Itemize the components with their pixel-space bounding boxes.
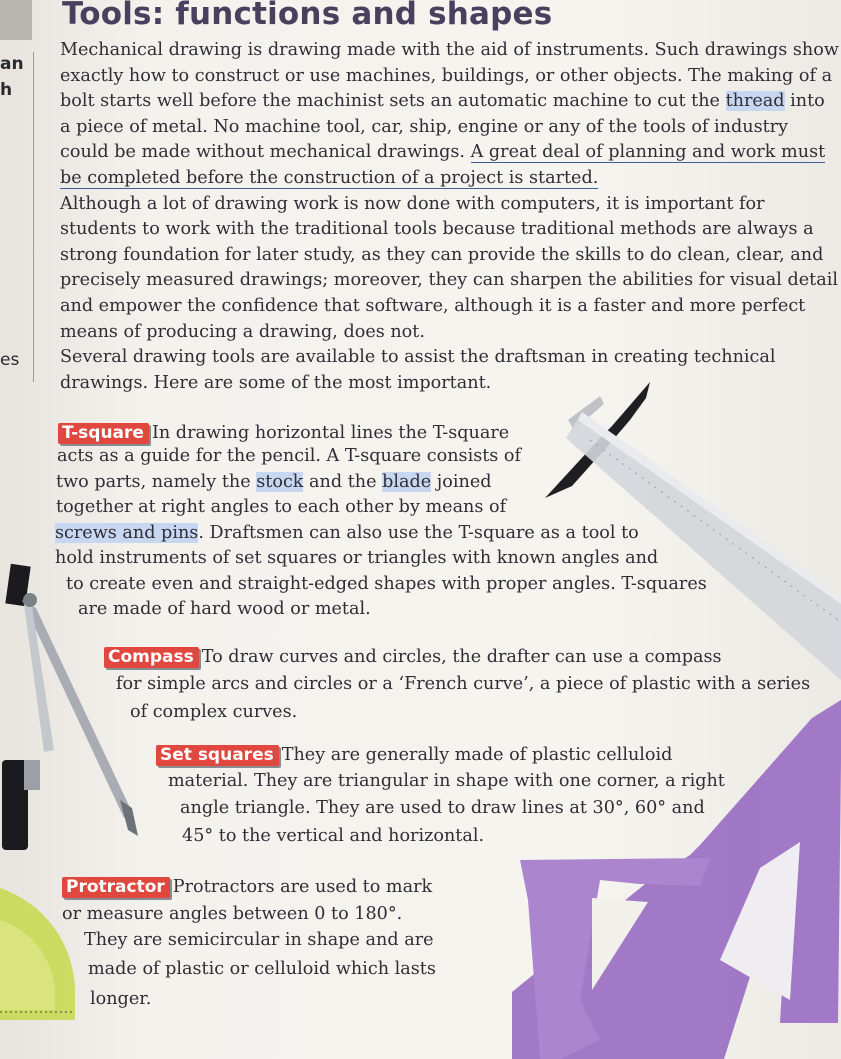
tsquare-line-2: acts as a guide for the pencil. A T-square consists of bbox=[57, 446, 522, 466]
compass-line-2: for simple arcs and circles or a ‘French curve’, a piece of plastic with a series bbox=[116, 674, 811, 694]
compass-line-1: To draw curves and circles, the drafter can use a compass bbox=[201, 647, 722, 667]
intro-paragraph-1: Mechanical drawing is drawing made with the aid of instruments. Such drawings show exactly how to construct or use machines, buildings, or other objects. The making of a bolt starts well before the machinist sets an automatic machine to cut the thread into a piece of metal. No machine tool, car, ship, engine or any of the tools of industry could be made without mechanical drawings. A great deal of planning and work must be completed before the construction of a project is started. bbox=[60, 40, 839, 188]
setsquares-label: Set squares bbox=[156, 745, 279, 766]
tsquare-line-3: two parts, namely the stock and the blade joined bbox=[56, 472, 492, 492]
highlight-blade: blade bbox=[382, 472, 432, 492]
protractor-line-5: longer. bbox=[90, 989, 152, 1009]
setsquares-line-2: material. They are triangular in shape with one corner, a right bbox=[168, 771, 725, 791]
tsquare-line-6: hold instruments of set squares or triangles with known angles and bbox=[55, 548, 659, 568]
setsquares-line-1: They are generally made of plastic celluloid bbox=[281, 745, 673, 765]
tsquare-line-1: In drawing horizontal lines the T-square bbox=[151, 423, 510, 443]
highlight-stock: stock bbox=[256, 472, 304, 492]
page-title: Tools: functions and shapes bbox=[62, 0, 553, 32]
compass-label: Compass bbox=[104, 647, 199, 668]
protractor-line-2: or measure angles between 0 to 180°. bbox=[62, 904, 403, 924]
compass-line-3: of complex curves. bbox=[130, 702, 298, 722]
tsquare-line-4: together at right angles to each other by means of bbox=[56, 497, 507, 517]
margin-word-3: es bbox=[0, 350, 20, 370]
protractor-line-3: They are semicircular in shape and are bbox=[84, 930, 434, 950]
highlight-thread: thread bbox=[725, 91, 785, 112]
margin-word-1: an bbox=[0, 54, 24, 74]
highlight-screws: screws and pins bbox=[55, 523, 199, 543]
setsquares-line-3: angle triangle. They are used to draw lines at 30°, 60° and bbox=[180, 798, 705, 818]
tsquare-line-5: screws and pins. Draftsmen can also use the T-square as a tool to bbox=[55, 523, 639, 543]
protractor-line-4: made of plastic or celluloid which lasts bbox=[88, 959, 436, 979]
protractor-label: Protractor bbox=[62, 877, 170, 898]
setsquares-line-4: 45° to the vertical and horizontal. bbox=[182, 826, 485, 846]
tsquare-line-7: to create even and straight-edged shapes with proper angles. T-squares bbox=[66, 574, 707, 594]
underlined-sentence: A great deal of planning and work must be completed before the construction of a project is started. bbox=[60, 142, 826, 188]
tsquare-label: T-square bbox=[58, 423, 149, 444]
tsquare-line-8: are made of hard wood or metal. bbox=[78, 599, 371, 619]
protractor-line-1: Protractors are used to mark bbox=[172, 877, 433, 897]
intro-paragraph-3: Several drawing tools are available to assist the draftsman in creating technical drawings. Here are some of the most important. bbox=[60, 347, 776, 393]
margin-word-2: h bbox=[0, 80, 13, 100]
intro-paragraph-2: Although a lot of drawing work is now done with computers, it is important for students to work with the traditional tools because traditional methods are always a strong foundation for later study, as they can provide the skills to do clean, clear, and precisely measured drawings; moreover, they can sharpen the abilities for visual detail and empower the confidence that software, although it is a faster and more perfect means of producing a drawing, does not. bbox=[60, 193, 838, 342]
intro-text bbox=[60, 38, 840, 396]
